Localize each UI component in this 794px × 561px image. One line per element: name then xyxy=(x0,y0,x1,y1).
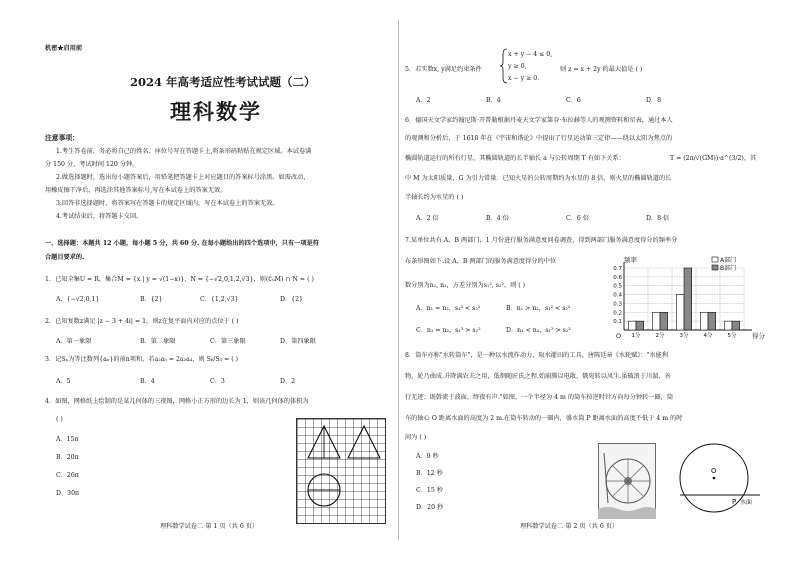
q5-option-b: B．4 xyxy=(486,97,501,104)
bar-a xyxy=(628,321,636,330)
question-5-stem: 5．若实数x, y满足约束条件 xyxy=(405,66,482,73)
x-tick-label: 4分 xyxy=(703,333,713,339)
chart-origin-label: O xyxy=(616,332,622,340)
legend-swatch-a xyxy=(712,257,718,262)
water-wheel-circle-diagram xyxy=(660,438,766,524)
q4-option-b: B．20π xyxy=(56,454,79,461)
question-3-stem: 3．记Sₙ为等比数列{aₙ}的前n项和，若a₂a₅ = 2a₃a₄，则 S₆/S₃ = ( ) xyxy=(45,356,239,363)
y-tick-label: 0.1 xyxy=(613,319,622,326)
bar-a xyxy=(700,312,708,330)
question-4-stem: 4．如图，网格纸上绘制的是某几何体的三视图，网格小正方形的边长为 1，则该几何体的体积为 xyxy=(45,398,309,405)
frequency-bar-chart xyxy=(594,252,770,344)
bar-a xyxy=(652,312,660,330)
q7-option-a: A．n₁ = n₂，s₁² < s₂² xyxy=(416,305,481,312)
question-6-line: 的观测和分析后，于 1618 年在《宇宙和谐论》中提出了行星运动第三定律——绕以太阳为焦点的 xyxy=(405,135,673,142)
q5-option-c: C．6 xyxy=(566,97,581,104)
subject-title: 理科数学 xyxy=(170,99,262,124)
question-7-line: 布条形图如下.设 A，B 两部门的服务满意度得分的中位 xyxy=(405,258,557,265)
bar-b xyxy=(684,268,692,330)
exam-title: 2024 年高考适应性考试试题（二） xyxy=(130,75,316,89)
q2-option-c: C．第三象限 xyxy=(210,338,246,345)
bar-a xyxy=(724,321,732,330)
question-4-stem-cont: ( ) xyxy=(56,416,63,423)
page-footer-2: 理科数学试卷二 第 2 页（共 6 页） xyxy=(520,523,619,530)
question-6-line: 椭圆轨道运行的所有行星，其椭圆轨道的长半轴长 a 与公转周期 T 有如下关系： xyxy=(405,155,625,162)
notice-line: 3.回答非选择题时，将答案写在答题卡的规定区域内，写在本试卷上的答案无效。 xyxy=(56,200,279,207)
q7-option-b: B．n₁ > n₂，s₁² < s₂² xyxy=(506,305,571,312)
question-2-stem: 2．已知复数z满足 |z − 3 + 4i| = 1，则z在复平面内对应的点位于 ( ) xyxy=(45,318,239,325)
page-footer-1: 理科数学试卷二 第 1 页（共 6 页） xyxy=(160,523,259,530)
y-tick-label: 0.5 xyxy=(613,283,622,290)
q5-condition-2: y ≥ 0, xyxy=(508,63,527,70)
chart-legend xyxy=(712,256,736,272)
bar-b xyxy=(660,312,668,330)
x-tick-label: 1分 xyxy=(631,333,641,339)
three-view-figure xyxy=(296,418,386,524)
q6-option-d: D．8 倍 xyxy=(646,215,670,222)
notice-line: 用橡皮擦干净后，再选涂其他答案标号,写在本试卷上的答案无效。 xyxy=(45,187,227,194)
q7-option-c: C．n₁ = n₂，s₁² > s₂² xyxy=(416,327,481,334)
question-8-line: 8．筒车亦称"水转筒车"，是一种以水流作动力，取水灌田的工具，唐陈廷章《水轮赋》："水能利 xyxy=(405,352,669,359)
legend-label-b: B部门 xyxy=(720,265,737,272)
question-6-line: 半轴长约为水星的 ( ) xyxy=(405,194,464,201)
label-center-o: O xyxy=(711,467,717,475)
notice-title: 注意事项： xyxy=(45,134,79,142)
q3-option-d: D．2 xyxy=(280,378,296,385)
q7-option-d: D．n₁ < n₂，s₁² > s₂² xyxy=(506,327,571,334)
notice-line: 分 150 分，考试时间 120 分钟。 xyxy=(45,161,139,168)
q1-option-c: C．{1,2,√3} xyxy=(200,296,239,303)
chart-ylabel: 频率 xyxy=(624,256,637,264)
q3-option-b: B．4 xyxy=(140,378,155,385)
section-heading-cont: 合题目要求的. xyxy=(45,254,85,261)
q6-option-c: C．6 倍 xyxy=(566,215,590,222)
q1-option-a: A．{−√2,0,1} xyxy=(56,296,100,303)
q2-option-a: A．第一象限 xyxy=(56,338,92,345)
x-tick-label: 5分 xyxy=(727,333,737,339)
y-tick-label: 0.4 xyxy=(613,292,622,299)
bar-a xyxy=(676,295,684,330)
confidential-label: 机密★启用前 xyxy=(45,45,83,52)
q3-option-c: C．3 xyxy=(210,378,225,385)
question-6-line: 6．德国天文学家约翰尼斯·开普勒根据丹麦天文学家第谷·布拉赫等人的观测资料和星表，通过本人 xyxy=(405,117,673,124)
legend-swatch-b xyxy=(712,265,718,270)
question-5-stem-cont: 则 z = x + 2y 的最大值是 ( ) xyxy=(560,66,643,73)
question-8-line: 行无迹；既斡流于波面，终夜有声."如图，一个半径为 4 m 的筒车按逆时针方向每分钟转一圈，筒 xyxy=(405,394,674,401)
question-1-stem: 1．已知全集U = R，集合M = {x | y = √(1−x)}，N = {−√2,0,1,2,√3}，则(∁ᵤM) ∩ N = ( ) xyxy=(45,276,314,283)
notice-line: 4.考试结束后，将答题卡交回。 xyxy=(56,213,143,220)
q2-option-b: B．第二象限 xyxy=(140,338,176,345)
q4-option-c: C．26π xyxy=(56,472,79,479)
y-tick-label: 0.7 xyxy=(613,266,622,272)
question-8-line: 物，轮乃曲成.升降满农夫之用，低徊随匠氏之程.始崩腾以电散，俄宛转以风生.虽破浪于川湄，善 xyxy=(405,373,671,380)
q8-option-a: A．9 秒 xyxy=(416,453,439,460)
q3-option-a: A．5 xyxy=(56,378,71,385)
y-tick-label: 0.2 xyxy=(613,310,622,317)
notice-line: 2.做选择题时，选出每小题答案后，用铅笔把答题卡上对应题目的答案标号涂黑。如需改动， xyxy=(56,174,310,181)
q1-option-b: B．{2} xyxy=(140,296,163,303)
chart-xlabel: 得分 xyxy=(752,332,765,340)
bar-b xyxy=(636,321,644,330)
q8-option-b: B．12 秒 xyxy=(416,470,443,477)
brace-icon xyxy=(500,48,508,84)
q6-option-a: A．2 倍 xyxy=(416,215,439,222)
kepler-formula: T = (2π/√(GM))·a^(3/2)，其 xyxy=(670,155,757,162)
q5-condition-3: x − y ≥ 0. xyxy=(508,75,540,82)
question-8-line: 间为 ( ) xyxy=(405,434,427,441)
legend-label-a: A部门 xyxy=(720,257,737,264)
x-tick-label: 2分 xyxy=(655,333,665,339)
q8-option-c: C．15 秒 xyxy=(416,487,443,494)
section-heading: 一、选择题：本题共 12 小题，每小题 5 分，共 60 分. 在每小题给出的四个选项中，只有一项是符 xyxy=(45,240,319,247)
question-6-line: 中 M 为太阳质量，G 为引力常量．已知火星的公转周期约为水星的 8 倍，则火星的椭圆轨道的长 xyxy=(405,175,672,182)
q6-option-b: B．4 倍 xyxy=(486,215,509,222)
notice-line: 1.考生答卷前，务必将自己的姓名、座位号写在答题卡上,将条形码粘贴在规定区域。本试卷满 xyxy=(56,148,312,155)
q8-option-d: D．20 秒 xyxy=(416,504,444,511)
q4-option-d: D．30π xyxy=(56,490,80,497)
water-wheel-illustration xyxy=(598,443,656,519)
label-point-p: P xyxy=(732,498,737,506)
q5-option-d: D．8 xyxy=(646,97,662,104)
y-tick-label: 0.3 xyxy=(613,301,622,308)
bar-b xyxy=(732,321,740,330)
question-8-line: 车的轴心 O 距离水面的高度为 2 m.在筒车转动的一圈内，盛水筒 P 距离水面的高度不低于 4 m 的时 xyxy=(405,415,683,422)
q2-option-d: D．第四象限 xyxy=(280,338,316,345)
bar-b xyxy=(708,312,716,330)
question-7-line: 数分别为n₁, n₂，方差分别为s₁², s₂²，则 ( ) xyxy=(405,282,526,289)
q1-option-d: D．{2} xyxy=(280,296,303,303)
q5-option-a: A．2 xyxy=(416,97,431,104)
q4-option-a: A．15π xyxy=(56,436,79,443)
label-water-surface: 水面 xyxy=(740,499,753,506)
x-tick-label: 3分 xyxy=(679,333,689,339)
q5-condition-1: x + y − 4 ≤ 0, xyxy=(508,51,553,58)
page-divider xyxy=(398,20,399,540)
y-tick-label: 0.6 xyxy=(613,274,622,281)
question-7-line: 7.某单位共有 A，B 两部门，1 月份进行服务满意度问卷调查，得到两部门服务满意度得分的频率分 xyxy=(405,237,678,244)
